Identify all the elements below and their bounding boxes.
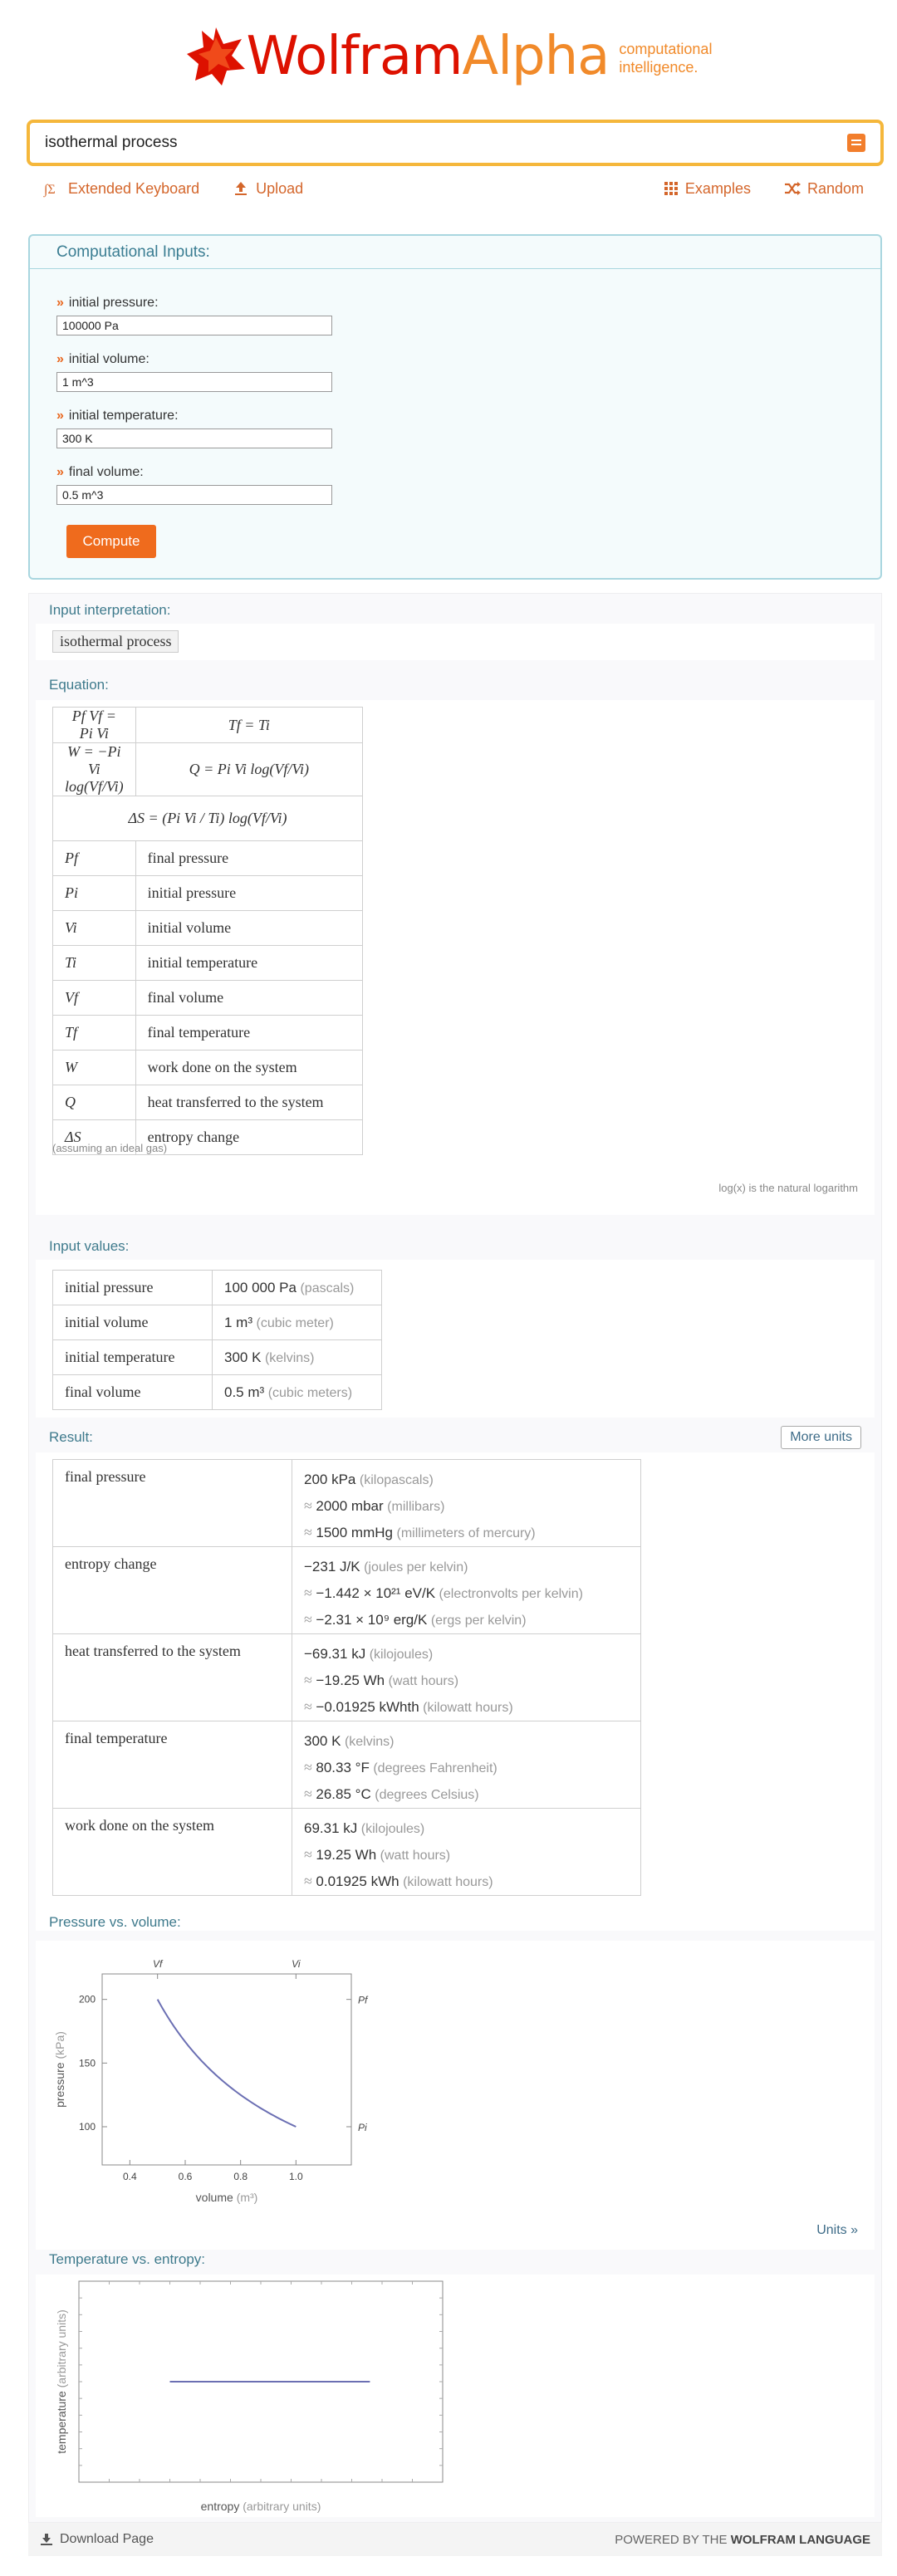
initial-pressure-input[interactable]: 100000 Pa: [56, 316, 332, 335]
x-axis-unit: (m³): [236, 2191, 258, 2204]
table-row: [53, 1809, 641, 1896]
search-input[interactable]: isothermal process: [45, 134, 178, 151]
legend-symbol: Q: [53, 1085, 136, 1120]
result-value-line: [304, 1641, 629, 1668]
approx-sign: ≈: [304, 1846, 316, 1863]
y-axis-unit: (kPa): [53, 2031, 66, 2059]
approx-sign: ≈: [304, 1524, 316, 1540]
chevron-icon: »: [56, 409, 64, 423]
y-tick-label: 200: [78, 1993, 96, 2005]
x-tick-label: 0.4: [122, 2171, 137, 2182]
y-axis-label: [53, 2031, 66, 2108]
approx-sign: ≈: [304, 1584, 316, 1601]
vf-top-label: Vf: [152, 1958, 163, 1970]
result-table: [52, 1459, 641, 1896]
approx-sign: ≈: [304, 1759, 316, 1775]
result-unit: (kilowatt hours): [423, 1701, 513, 1715]
result-value-line: [304, 1580, 629, 1607]
wolframalpha-logo[interactable]: [185, 26, 713, 87]
result-unit: (joules per kelvin): [364, 1560, 468, 1574]
field-label-final-volume: [56, 463, 332, 482]
result-values: [292, 1634, 641, 1721]
logo-tagline: [619, 40, 712, 76]
legend-description: initial pressure: [135, 876, 362, 911]
input-interpretation-heading: Input interpretation:: [49, 602, 171, 618]
input-value-cell: [213, 1375, 382, 1410]
result-unit: (degrees Celsius): [375, 1788, 479, 1802]
legend-description: entropy change: [135, 1120, 362, 1155]
computational-inputs-panel: [28, 234, 882, 580]
random-label: Random: [806, 179, 864, 197]
y-tick-label: 100: [78, 2121, 96, 2133]
equation-1: Pf Vf = Pi Vi: [71, 708, 116, 742]
result-unit: (kilojoules): [369, 1648, 434, 1662]
temperature-entropy-pod: [36, 2275, 875, 2517]
examples-label: Examples: [684, 179, 751, 197]
plot-frame: [102, 1974, 351, 2165]
result-value-line: [304, 1755, 629, 1781]
label-initial-temperature: initial temperature:: [68, 409, 179, 423]
result-values: [292, 1809, 641, 1896]
result-value-line: [304, 1467, 629, 1493]
result-value: −1.442 × 10²¹ eV/K: [316, 1585, 436, 1601]
input-values-pod: [36, 1260, 875, 1418]
pi-right-label: Pi: [358, 2122, 367, 2133]
result-heading: Result:: [49, 1429, 93, 1445]
input-value-cell: [213, 1340, 382, 1375]
field-initial-pressure: [56, 294, 332, 335]
result-value: −2.31 × 10⁹ erg/K: [316, 1612, 428, 1628]
field-label-initial-temperature: [56, 407, 332, 425]
spikey-icon: [185, 26, 247, 87]
powered-by: [615, 2533, 870, 2547]
pressure-volume-pod: [36, 1941, 875, 2250]
equation-cell-3: [53, 743, 136, 796]
result-value: −19.25 Wh: [316, 1672, 385, 1688]
more-units-button[interactable]: More units: [781, 1426, 861, 1449]
equation-cell-2: [135, 708, 362, 743]
keyboard-icon: [43, 179, 61, 198]
input-unit: (cubic meter): [256, 1316, 334, 1330]
random-button[interactable]: [784, 180, 864, 198]
equation-cell-5: [53, 796, 363, 841]
initial-volume-input[interactable]: 1 m^3: [56, 372, 332, 392]
input-name: initial pressure: [53, 1271, 213, 1305]
download-page-label: Download Page: [60, 2532, 154, 2546]
approx-sign: ≈: [304, 1785, 316, 1802]
result-unit: (ergs per kelvin): [430, 1614, 527, 1628]
extended-keyboard-button[interactable]: [43, 179, 199, 198]
x-tick-label: 1.0: [288, 2171, 303, 2182]
input-interpretation-pod: [36, 624, 875, 660]
isotherm-curve: [158, 2000, 297, 2127]
result-unit: (millimeters of mercury): [396, 1526, 536, 1540]
examples-button[interactable]: [664, 180, 751, 198]
table-row: [53, 1460, 641, 1547]
search-submit-button[interactable]: [847, 134, 865, 152]
equation-pod: [36, 700, 875, 1215]
result-value-line: [304, 1815, 629, 1842]
compute-button[interactable]: Compute: [66, 525, 156, 558]
result-value: 26.85 °C: [316, 1786, 371, 1802]
input-values-table: [52, 1270, 382, 1410]
input-value-cell: [213, 1305, 382, 1340]
result-unit: (kilopascals): [359, 1473, 434, 1487]
equation-table: [52, 707, 363, 1155]
x-axis-unit: (arbitrary units): [243, 2500, 321, 2513]
equation-2: Tf = Ti: [228, 716, 270, 733]
y-axis-title: pressure: [53, 2059, 66, 2108]
result-value: 69.31 kJ: [304, 1820, 358, 1836]
natural-log-note: log(x) is the natural logarithm: [718, 1182, 858, 1194]
result-pod: [36, 1452, 875, 1931]
legend-description: heat transferred to the system: [135, 1085, 362, 1120]
upload-label: Upload: [256, 179, 304, 197]
x-tick-label: 0.6: [178, 2171, 193, 2182]
result-value-line: [304, 1520, 629, 1546]
tagline-line1: computational: [619, 41, 713, 57]
shuffle-icon: [784, 181, 801, 196]
result-unit: (watt hours): [388, 1674, 459, 1688]
field-label-initial-volume: [56, 350, 332, 369]
result-value-line: [304, 1554, 629, 1580]
result-value-line: [304, 1493, 629, 1520]
field-label-initial-pressure: [56, 294, 332, 312]
equation-4: Q = Pi Vi log(Vf/Vi): [189, 761, 310, 777]
extended-keyboard-label: Extended Keyboard: [68, 179, 200, 197]
legend-description: initial temperature: [135, 946, 362, 981]
approx-sign: ≈: [304, 1873, 316, 1889]
table-row: [53, 1547, 641, 1634]
result-value: −69.31 kJ: [304, 1646, 366, 1662]
x-axis-label: [196, 2191, 258, 2204]
temperature-entropy-chart: [44, 2275, 476, 2517]
legend-symbol: Vf: [53, 981, 136, 1016]
legend-description: work done on the system: [135, 1050, 362, 1085]
pressure-volume-heading: Pressure vs. volume:: [49, 1914, 181, 1930]
result-values: [292, 1721, 641, 1809]
temperature-entropy-heading: Temperature vs. entropy:: [49, 2251, 206, 2267]
legend-description: initial volume: [135, 911, 362, 946]
download-icon: [40, 2533, 53, 2546]
legend-symbol: Tf: [53, 1016, 136, 1050]
result-value-line: [304, 1668, 629, 1694]
result-value: 200 kPa: [304, 1472, 356, 1487]
logo-wolfram-text: Wolfram: [246, 26, 463, 87]
result-value-line: [304, 1694, 629, 1721]
legend-description: final temperature: [135, 1016, 362, 1050]
x-axis-label: [201, 2500, 321, 2513]
tagline-line2: intelligence.: [619, 59, 698, 76]
upload-button[interactable]: [233, 180, 303, 198]
vi-top-label: Vi: [292, 1958, 301, 1970]
result-value: 80.33 °F: [316, 1760, 370, 1775]
chevron-icon: »: [56, 465, 64, 479]
table-row: [53, 1375, 382, 1410]
interpretation-chip: isothermal process: [52, 630, 179, 653]
label-final-volume: final volume:: [68, 465, 144, 479]
result-value: 300 K: [304, 1733, 341, 1749]
chevron-icon: »: [56, 352, 64, 366]
result-value: 19.25 Wh: [316, 1847, 377, 1863]
result-value: 2000 mbar: [316, 1498, 384, 1514]
approx-sign: ≈: [304, 1497, 316, 1514]
input-value-cell: [213, 1271, 382, 1305]
result-unit: (kilowatt hours): [403, 1875, 493, 1889]
result-unit: (electronvolts per kelvin): [439, 1587, 583, 1601]
input-value: 0.5 m³: [224, 1384, 265, 1400]
result-name: heat transferred to the system: [53, 1634, 292, 1721]
footer: [28, 2523, 882, 2556]
input-value: 300 K: [224, 1349, 262, 1365]
powered-prefix: POWERED BY THE: [615, 2532, 731, 2547]
y-tick-label: 150: [78, 2057, 96, 2069]
svg-text:∫Σ: ∫Σ: [44, 183, 56, 197]
result-value: −0.01925 kWhth: [316, 1699, 419, 1715]
legend-symbol: ΔS: [53, 1120, 136, 1155]
computational-inputs-title: Computational Inputs:: [30, 236, 880, 269]
final-volume-input[interactable]: 0.5 m^3: [56, 485, 332, 505]
result-unit: (watt hours): [380, 1849, 451, 1863]
pf-right-label: Pf: [358, 1994, 368, 2006]
legend-symbol: W: [53, 1050, 136, 1085]
result-value-line: [304, 1728, 629, 1755]
x-axis-title: volume: [195, 2191, 237, 2204]
powered-brand: WOLFRAM LANGUAGE: [730, 2532, 870, 2547]
result-name: final pressure: [53, 1460, 292, 1547]
result-unit: (degrees Fahrenheit): [373, 1761, 498, 1775]
approx-sign: ≈: [304, 1611, 316, 1628]
header: [0, 0, 897, 113]
input-name: initial temperature: [53, 1340, 213, 1375]
result-value: −231 J/K: [304, 1559, 360, 1574]
units-link[interactable]: Units »: [816, 2223, 858, 2237]
equation-heading: Equation:: [49, 677, 109, 693]
label-initial-pressure: initial pressure:: [68, 296, 159, 310]
result-name: final temperature: [53, 1721, 292, 1809]
table-row: [53, 1305, 382, 1340]
input-name: final volume: [53, 1375, 213, 1410]
result-unit: (millibars): [387, 1500, 445, 1514]
input-name: initial volume: [53, 1305, 213, 1340]
logo-alpha-text: Alpha: [462, 26, 610, 87]
input-value: 1 m³: [224, 1315, 252, 1330]
result-value: 0.01925 kWh: [316, 1873, 399, 1889]
field-final-volume: [56, 463, 332, 505]
x-tick-label: 0.8: [233, 2171, 248, 2182]
table-row: [53, 1271, 382, 1305]
input-unit: (kelvins): [264, 1351, 315, 1365]
table-row: [53, 1634, 641, 1721]
results-panel: [28, 593, 882, 2523]
search-box[interactable]: [27, 120, 884, 166]
result-values: [292, 1460, 641, 1547]
input-value: 100 000 Pa: [224, 1280, 297, 1295]
toolbar: [43, 176, 864, 201]
y-axis-label: [55, 2309, 68, 2454]
equation-cell-1: [53, 708, 136, 743]
input-values-heading: Input values:: [49, 1238, 130, 1254]
result-name: entropy change: [53, 1547, 292, 1634]
x-axis-title: entropy: [200, 2500, 243, 2513]
chevron-icon: »: [56, 296, 64, 310]
y-axis-title: temperature: [55, 2387, 68, 2454]
equals-icon: [851, 139, 861, 147]
label-initial-volume: initial volume:: [68, 352, 150, 366]
result-value: 1500 mmHg: [316, 1525, 393, 1540]
ideal-gas-note: (assuming an ideal gas): [52, 1142, 168, 1154]
legend-symbol: Pi: [53, 876, 136, 911]
result-value-line: [304, 1868, 629, 1895]
grid-icon: [664, 181, 679, 196]
download-page-button[interactable]: [40, 2532, 154, 2547]
approx-sign: ≈: [304, 1698, 316, 1715]
result-unit: (kilojoules): [360, 1822, 425, 1836]
equation-cell-4: [135, 743, 362, 796]
result-value-line: [304, 1781, 629, 1808]
legend-symbol: Pf: [53, 841, 136, 876]
legend-description: final pressure: [135, 841, 362, 876]
y-axis-unit: (arbitrary units): [55, 2309, 68, 2388]
input-unit: (cubic meters): [267, 1386, 353, 1400]
field-initial-temperature: [56, 407, 332, 448]
result-values: [292, 1547, 641, 1634]
table-row: [53, 1340, 382, 1375]
approx-sign: ≈: [304, 1672, 316, 1688]
upload-icon: [233, 180, 249, 197]
initial-temperature-input[interactable]: 300 K: [56, 429, 332, 448]
equation-3: W = −Pi Vi log(Vf/Vi): [65, 743, 124, 795]
equation-5: ΔS = (Pi Vi / Ti) log(Vf/Vi): [128, 810, 287, 826]
field-initial-volume: [56, 350, 332, 392]
pressure-volume-chart: [44, 1949, 459, 2215]
result-value-line: [304, 1607, 629, 1633]
table-row: [53, 1721, 641, 1809]
result-unit: (kelvins): [344, 1735, 395, 1749]
input-unit: (pascals): [300, 1281, 355, 1295]
result-value-line: [304, 1842, 629, 1868]
legend-description: final volume: [135, 981, 362, 1016]
result-name: work done on the system: [53, 1809, 292, 1896]
legend-symbol: Ti: [53, 946, 136, 981]
legend-symbol: Vi: [53, 911, 136, 946]
